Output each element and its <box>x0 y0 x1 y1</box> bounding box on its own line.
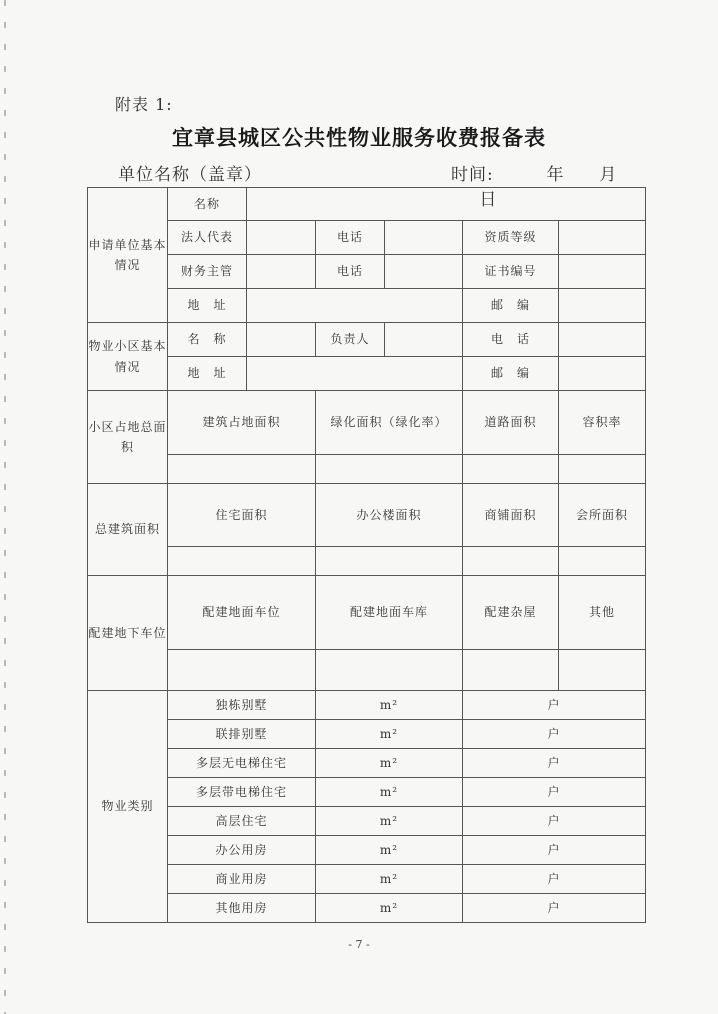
header-info-row <box>118 160 628 210</box>
community-phone-field[interactable] <box>559 323 646 357</box>
road-area-field[interactable] <box>463 455 559 484</box>
household-unit: 户 <box>463 720 646 749</box>
table-row <box>88 188 646 221</box>
land-section-label: 小区占地总面积 <box>88 391 168 484</box>
office-area-header: 办公楼面积 <box>316 484 463 547</box>
area-unit: m² <box>316 749 463 778</box>
table-row <box>88 778 646 807</box>
other-header: 其他 <box>559 576 646 650</box>
storage-room-header: 配建杂屋 <box>463 576 559 650</box>
other-field[interactable] <box>559 650 646 691</box>
table-row <box>88 720 646 749</box>
legal-rep-label: 法人代表 <box>168 221 247 255</box>
table-row <box>88 357 646 391</box>
table-row <box>88 255 646 289</box>
table-row <box>88 221 646 255</box>
household-unit: 户 <box>463 836 646 865</box>
building-land-area-header: 建筑占地面积 <box>168 391 316 455</box>
page-edge-perforation <box>4 0 6 1014</box>
ground-garage-field[interactable] <box>316 650 463 691</box>
property-type-section-label: 物业类别 <box>88 691 168 923</box>
manager-field[interactable] <box>385 323 463 357</box>
community-address-field[interactable] <box>247 357 463 391</box>
table-row <box>88 455 646 484</box>
community-postcode-label: 邮 编 <box>463 357 559 391</box>
year-label: 年 <box>546 165 565 185</box>
phone-label: 电话 <box>316 221 385 255</box>
plot-ratio-header: 容积率 <box>559 391 646 455</box>
residential-area-field[interactable] <box>168 547 316 576</box>
table-row <box>88 323 646 357</box>
area-unit: m² <box>316 778 463 807</box>
table-row <box>88 807 646 836</box>
ground-parking-header: 配建地面车位 <box>168 576 316 650</box>
building-land-area-field[interactable] <box>168 455 316 484</box>
month-label: 月 <box>599 165 618 185</box>
attachment-label: 附表 1: <box>115 95 173 114</box>
address-label: 地 址 <box>168 289 247 323</box>
green-area-field[interactable] <box>316 455 463 484</box>
table-row <box>88 836 646 865</box>
name-label: 名称 <box>168 188 247 221</box>
applicant-section-label: 申请单位基本情况 <box>88 188 168 323</box>
property-type-label: 多层带电梯住宅 <box>168 778 316 807</box>
finance-phone-field[interactable] <box>385 255 463 289</box>
area-unit: m² <box>316 807 463 836</box>
applicant-postcode-field[interactable] <box>559 289 646 323</box>
green-area-header: 绿化面积（绿化率） <box>316 391 463 455</box>
filing-form-table <box>87 187 646 923</box>
ground-parking-field[interactable] <box>168 650 316 691</box>
table-row <box>88 576 646 650</box>
manager-label: 负责人 <box>316 323 385 357</box>
shop-area-field[interactable] <box>463 547 559 576</box>
area-unit: m² <box>316 691 463 720</box>
qualification-label: 资质等级 <box>463 221 559 255</box>
certificate-field[interactable] <box>559 255 646 289</box>
plot-ratio-field[interactable] <box>559 455 646 484</box>
household-unit: 户 <box>463 807 646 836</box>
clubhouse-area-field[interactable] <box>559 547 646 576</box>
area-unit: m² <box>316 894 463 923</box>
area-unit: m² <box>316 865 463 894</box>
office-area-field[interactable] <box>316 547 463 576</box>
table-row <box>88 484 646 547</box>
community-postcode-field[interactable] <box>559 357 646 391</box>
community-phone-label: 电 话 <box>463 323 559 357</box>
household-unit: 户 <box>463 778 646 807</box>
applicant-address-field[interactable] <box>247 289 463 323</box>
community-name-field[interactable] <box>247 323 316 357</box>
table-row <box>88 391 646 455</box>
household-unit: 户 <box>463 749 646 778</box>
certificate-label: 证书编号 <box>463 255 559 289</box>
legal-rep-phone-field[interactable] <box>385 221 463 255</box>
time-label: 时间: <box>451 165 494 185</box>
household-unit: 户 <box>463 865 646 894</box>
area-unit: m² <box>316 720 463 749</box>
applicant-name-field[interactable] <box>247 188 646 221</box>
table-row <box>88 749 646 778</box>
property-type-label: 高层住宅 <box>168 807 316 836</box>
phone-label: 电话 <box>316 255 385 289</box>
legal-rep-field[interactable] <box>247 221 316 255</box>
property-type-label: 联排别墅 <box>168 720 316 749</box>
ground-garage-header: 配建地面车库 <box>316 576 463 650</box>
household-unit: 户 <box>463 894 646 923</box>
community-section-label: 物业小区基本情况 <box>88 323 168 391</box>
household-unit: 户 <box>463 691 646 720</box>
table-row <box>88 894 646 923</box>
community-name-label: 名 称 <box>168 323 247 357</box>
area-unit: m² <box>316 836 463 865</box>
residential-area-header: 住宅面积 <box>168 484 316 547</box>
property-type-label: 多层无电梯住宅 <box>168 749 316 778</box>
parking-section-label: 配建地下车位 <box>88 576 168 691</box>
table-row <box>88 289 646 323</box>
property-type-label: 商业用房 <box>168 865 316 894</box>
unit-name-label: 单位名称（盖章） <box>118 165 262 185</box>
postcode-label: 邮 编 <box>463 289 559 323</box>
building-section-label: 总建筑面积 <box>88 484 168 576</box>
page-number: - 7 - <box>348 938 370 951</box>
day-label: 日 <box>479 190 498 210</box>
finance-label: 财务主管 <box>168 255 247 289</box>
finance-field[interactable] <box>247 255 316 289</box>
table-row <box>88 865 646 894</box>
community-address-label: 地 址 <box>168 357 247 391</box>
table-row <box>88 547 646 576</box>
property-type-label: 办公用房 <box>168 836 316 865</box>
page-title: 宜章县城区公共性物业服务收费报备表 <box>172 125 546 150</box>
road-area-header: 道路面积 <box>463 391 559 455</box>
storage-room-field[interactable] <box>463 650 559 691</box>
table-row <box>88 691 646 720</box>
shop-area-header: 商铺面积 <box>463 484 559 547</box>
clubhouse-area-header: 会所面积 <box>559 484 646 547</box>
property-type-label: 独栋别墅 <box>168 691 316 720</box>
qualification-field[interactable] <box>559 221 646 255</box>
property-type-label: 其他用房 <box>168 894 316 923</box>
table-row <box>88 650 646 691</box>
